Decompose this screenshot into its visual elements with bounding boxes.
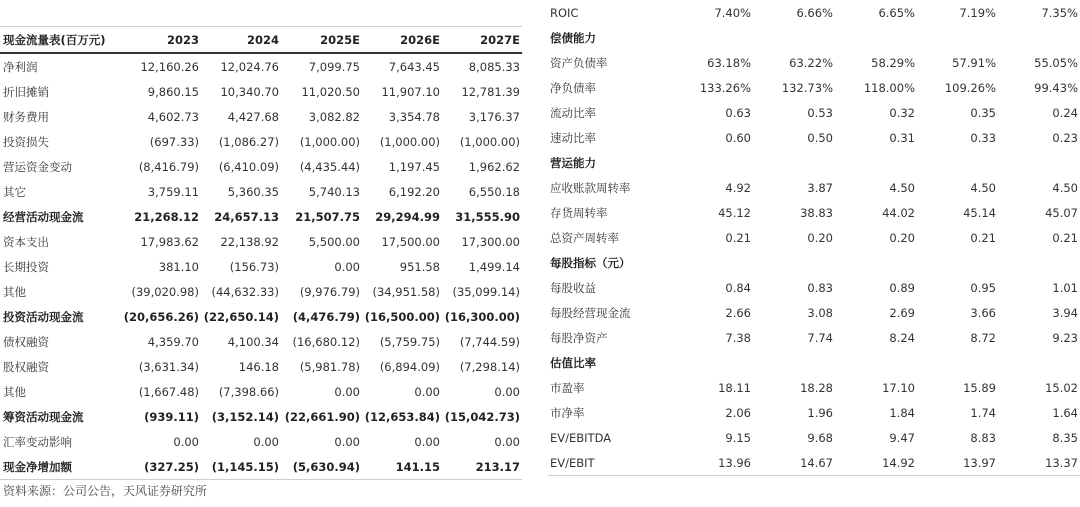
empty-cell <box>917 150 998 175</box>
value-cell: 109.26% <box>944 80 996 95</box>
value-cell: 14.92 <box>835 450 917 476</box>
row-label: 长期投资 <box>3 259 49 274</box>
table-row <box>0 404 522 429</box>
value-cell: 2.66 <box>725 305 751 320</box>
row-label: 每股净资产 <box>550 330 608 345</box>
empty-cell <box>658 150 753 175</box>
value-cell: 21,268.12 <box>134 209 199 224</box>
value-cell: 7,643.45 <box>388 59 440 74</box>
value-cell: 5,740.13 <box>308 184 360 199</box>
value-cell: 7.74 <box>807 330 833 345</box>
value-cell: (35,099.14) <box>452 284 520 299</box>
section-label: 营运能力 <box>550 155 596 170</box>
value-cell: 3.66 <box>970 305 996 320</box>
value-cell: (1,000.00) <box>299 134 360 149</box>
row-label: 投资活动现金流 <box>3 309 84 324</box>
section-header-row <box>548 350 1080 375</box>
empty-cell <box>753 150 835 175</box>
row-label: 净负债率 <box>550 80 596 95</box>
empty-cell <box>998 250 1080 275</box>
value-cell: 3,354.78 <box>388 109 440 124</box>
financial-ratios-table <box>548 0 1080 476</box>
value-cell: 6,192.20 <box>388 184 440 199</box>
value-cell: 141.15 <box>362 454 442 480</box>
value-cell: 6,550.18 <box>468 184 520 199</box>
table-title: 现金流量表(百万元) <box>0 27 116 54</box>
value-cell: 0.35 <box>970 105 996 120</box>
table-row <box>0 329 522 354</box>
value-cell: 0.83 <box>807 280 833 295</box>
value-cell: (327.25) <box>116 454 201 480</box>
value-cell: 0.21 <box>970 230 996 245</box>
value-cell: 11,907.10 <box>381 84 440 99</box>
value-cell: (1,000.00) <box>459 134 520 149</box>
value-cell: 7.35% <box>1041 5 1078 20</box>
value-cell: 133.26% <box>699 80 751 95</box>
value-cell: (6,894.09) <box>379 359 440 374</box>
value-cell: (39,020.98) <box>131 284 199 299</box>
value-cell: 0.20 <box>807 230 833 245</box>
value-cell: 12,024.76 <box>220 59 279 74</box>
value-cell: (44,632.33) <box>211 284 279 299</box>
row-label: 应收账款周转率 <box>550 180 631 195</box>
value-cell: 0.31 <box>889 130 915 145</box>
table-row <box>0 79 522 104</box>
row-label: 经营活动现金流 <box>3 209 84 224</box>
table-row <box>548 450 1080 476</box>
value-cell: (939.11) <box>144 409 199 424</box>
table-row <box>548 375 1080 400</box>
value-cell: (16,300.00) <box>444 309 520 324</box>
value-cell: 45.14 <box>963 205 996 220</box>
value-cell: 7.38 <box>725 330 751 345</box>
value-cell: (22,650.14) <box>203 309 279 324</box>
row-label: 营运资金变动 <box>3 159 72 174</box>
cash-flow-table <box>0 26 522 480</box>
value-cell: 0.60 <box>725 130 751 145</box>
value-cell: 118.00% <box>863 80 915 95</box>
row-label: 债权融资 <box>3 334 49 349</box>
row-label: 资本支出 <box>3 234 49 249</box>
table-row <box>0 304 522 329</box>
value-cell: (16,680.12) <box>292 334 360 349</box>
row-label: 资产负债率 <box>550 55 608 70</box>
value-cell: 1,499.14 <box>468 259 520 274</box>
value-cell: (34,951.58) <box>372 284 440 299</box>
value-cell: 21,507.75 <box>295 209 360 224</box>
value-cell: 0.53 <box>807 105 833 120</box>
table-row <box>0 254 522 279</box>
value-cell: 1,962.62 <box>468 159 520 174</box>
row-label: 股权融资 <box>3 359 49 374</box>
value-cell: (5,759.75) <box>379 334 440 349</box>
value-cell: 57.91% <box>952 55 996 70</box>
value-cell: 0.84 <box>725 280 751 295</box>
value-cell: 1.84 <box>889 405 915 420</box>
empty-cell <box>917 250 998 275</box>
table-row <box>548 300 1080 325</box>
table-row <box>0 104 522 129</box>
value-cell: (16,500.00) <box>364 309 440 324</box>
row-label: 市净率 <box>550 405 585 420</box>
table-row <box>548 0 1080 25</box>
table-row <box>0 379 522 404</box>
value-cell: 12,781.39 <box>461 84 520 99</box>
value-cell: 24,657.13 <box>214 209 279 224</box>
value-cell: 63.22% <box>789 55 833 70</box>
value-cell: 0.21 <box>725 230 751 245</box>
value-cell: 4,427.68 <box>227 109 279 124</box>
value-cell: 22,138.92 <box>220 234 279 249</box>
row-label: ROIC <box>550 5 579 20</box>
value-cell: 7,099.75 <box>308 59 360 74</box>
value-cell: 0.95 <box>970 280 996 295</box>
value-cell: 12,160.26 <box>140 59 199 74</box>
value-cell: 8.35 <box>1052 430 1078 445</box>
row-label: 速动比率 <box>550 130 596 145</box>
value-cell: 31,555.90 <box>455 209 520 224</box>
value-cell: (1,000.00) <box>379 134 440 149</box>
table-row <box>0 154 522 179</box>
table-row <box>0 179 522 204</box>
value-cell: 4.50 <box>889 180 915 195</box>
value-cell: 0.24 <box>1052 105 1078 120</box>
value-cell: 7.19% <box>959 5 996 20</box>
value-cell: 13.96 <box>658 450 753 476</box>
value-cell: 951.58 <box>399 259 440 274</box>
value-cell: 4,602.73 <box>147 109 199 124</box>
value-cell: 0.00 <box>253 434 279 449</box>
value-cell: 58.29% <box>871 55 915 70</box>
value-cell: 0.32 <box>889 105 915 120</box>
value-cell: (8,416.79) <box>138 159 199 174</box>
table-row <box>548 100 1080 125</box>
value-cell: 3.08 <box>807 305 833 320</box>
value-cell: 4,359.70 <box>147 334 199 349</box>
value-cell: (20,656.26) <box>123 309 199 324</box>
table-row <box>548 275 1080 300</box>
row-label: 其他 <box>3 384 26 399</box>
value-cell: (3,631.34) <box>138 359 199 374</box>
table-row <box>548 75 1080 100</box>
table-row <box>548 200 1080 225</box>
table-row <box>0 204 522 229</box>
row-label: 存货周转率 <box>550 205 608 220</box>
value-cell: (3,152.14) <box>211 409 279 424</box>
value-cell: 99.43% <box>1034 80 1078 95</box>
section-header-row <box>548 150 1080 175</box>
table-row <box>548 125 1080 150</box>
value-cell: 9.68 <box>807 430 833 445</box>
value-cell: 4.92 <box>725 180 751 195</box>
table-row <box>548 325 1080 350</box>
value-cell: 2.69 <box>889 305 915 320</box>
value-cell: 14.67 <box>753 450 835 476</box>
value-cell: 4,100.34 <box>227 334 279 349</box>
value-cell: 381.10 <box>158 259 199 274</box>
value-cell: 7.40% <box>714 5 751 20</box>
row-label: 每股收益 <box>550 280 596 295</box>
empty-cell <box>835 150 917 175</box>
value-cell: 13.97 <box>917 450 998 476</box>
value-cell: 8.83 <box>970 430 996 445</box>
value-cell: 8.24 <box>889 330 915 345</box>
table-row <box>0 279 522 304</box>
value-cell: 3,759.11 <box>147 184 199 199</box>
value-cell: 6.66% <box>796 5 833 20</box>
value-cell: (7,298.14) <box>459 359 520 374</box>
source-note: 资料来源：公司公告，天风证券研究所 <box>3 484 208 498</box>
value-cell: 8.72 <box>970 330 996 345</box>
empty-cell <box>835 350 917 375</box>
row-label: 每股经营现金流 <box>550 305 631 320</box>
empty-cell <box>917 25 998 50</box>
value-cell: 9.23 <box>1052 330 1078 345</box>
value-cell: (4,435.44) <box>299 159 360 174</box>
table-row <box>548 50 1080 75</box>
value-cell: (156.73) <box>229 259 279 274</box>
value-cell: 0.50 <box>807 130 833 145</box>
row-label: 总资产周转率 <box>550 230 619 245</box>
value-cell: (4,476.79) <box>292 309 360 324</box>
value-cell: 17.10 <box>882 380 915 395</box>
value-cell: 4.50 <box>1052 180 1078 195</box>
value-cell: (5,981.78) <box>299 359 360 374</box>
value-cell: 9.47 <box>889 430 915 445</box>
value-cell: 146.18 <box>238 359 279 374</box>
value-cell: (7,398.66) <box>218 384 279 399</box>
row-label: 汇率变动影响 <box>3 434 72 449</box>
value-cell: 18.28 <box>800 380 833 395</box>
empty-cell <box>917 350 998 375</box>
value-cell: (9,976.79) <box>299 284 360 299</box>
value-cell: 17,983.62 <box>140 234 199 249</box>
value-cell: 0.20 <box>889 230 915 245</box>
value-cell: (15,042.73) <box>444 409 520 424</box>
empty-cell <box>835 250 917 275</box>
value-cell: 3,176.37 <box>468 109 520 124</box>
row-label: 市盈率 <box>550 380 585 395</box>
empty-cell <box>998 25 1080 50</box>
value-cell: 29,294.99 <box>375 209 440 224</box>
value-cell: 0.21 <box>1052 230 1078 245</box>
value-cell: (697.33) <box>149 134 199 149</box>
row-label: 折旧摊销 <box>3 84 49 99</box>
row-label: 现金净增加额 <box>0 454 116 480</box>
row-label: 流动比率 <box>550 105 596 120</box>
value-cell: 0.00 <box>173 434 199 449</box>
row-label: 筹资活动现金流 <box>3 409 84 424</box>
value-cell: 0.23 <box>1052 130 1078 145</box>
value-cell: 2.06 <box>725 405 751 420</box>
value-cell: (22,661.90) <box>284 409 360 424</box>
year-header: 2025E <box>281 27 362 54</box>
section-label: 估值比率 <box>550 355 596 370</box>
value-cell: (6,410.09) <box>218 159 279 174</box>
table-row <box>0 429 522 454</box>
value-cell: 11,020.50 <box>301 84 360 99</box>
value-cell: 5,500.00 <box>308 234 360 249</box>
value-cell: 0.00 <box>494 384 520 399</box>
year-header: 2023 <box>116 27 201 54</box>
empty-cell <box>998 150 1080 175</box>
section-header-row <box>548 250 1080 275</box>
value-cell: 0.63 <box>725 105 751 120</box>
value-cell: 18.11 <box>718 380 751 395</box>
value-cell: 17,500.00 <box>381 234 440 249</box>
value-cell: (1,086.27) <box>218 134 279 149</box>
value-cell: 0.00 <box>334 434 360 449</box>
value-cell: 1.96 <box>807 405 833 420</box>
empty-cell <box>658 350 753 375</box>
value-cell: 5,360.35 <box>227 184 279 199</box>
value-cell: 3.94 <box>1052 305 1078 320</box>
row-label: 投资损失 <box>3 134 49 149</box>
table-row <box>0 229 522 254</box>
row-label: 其它 <box>3 184 26 199</box>
value-cell: 8,085.33 <box>468 59 520 74</box>
value-cell: 0.89 <box>889 280 915 295</box>
value-cell: 1.64 <box>1052 405 1078 420</box>
value-cell: 44.02 <box>882 205 915 220</box>
empty-cell <box>753 250 835 275</box>
row-label: 净利润 <box>3 59 38 74</box>
value-cell: (12,653.84) <box>364 409 440 424</box>
value-cell: (5,630.94) <box>281 454 362 480</box>
section-label: 每股指标（元） <box>550 255 631 270</box>
row-label: EV/EBIT <box>548 450 658 476</box>
year-header: 2024 <box>201 27 281 54</box>
value-cell: 55.05% <box>1034 55 1078 70</box>
value-cell: 0.00 <box>334 384 360 399</box>
row-label: EV/EBITDA <box>550 430 612 445</box>
header-row <box>0 27 522 54</box>
row-label: 财务费用 <box>3 109 49 124</box>
value-cell: (7,744.59) <box>459 334 520 349</box>
empty-cell <box>753 25 835 50</box>
table-row <box>548 400 1080 425</box>
value-cell: 9,860.15 <box>147 84 199 99</box>
row-label: 其他 <box>3 284 26 299</box>
table-row <box>0 454 522 480</box>
value-cell: (1,667.48) <box>138 384 199 399</box>
value-cell: 6.65% <box>878 5 915 20</box>
table-row <box>548 425 1080 450</box>
empty-cell <box>658 25 753 50</box>
value-cell: 3.87 <box>807 180 833 195</box>
value-cell: 15.02 <box>1045 380 1078 395</box>
empty-cell <box>658 250 753 275</box>
empty-cell <box>998 350 1080 375</box>
value-cell: 0.00 <box>414 434 440 449</box>
year-header: 2027E <box>442 27 522 54</box>
value-cell: 0.00 <box>494 434 520 449</box>
table-row <box>548 225 1080 250</box>
value-cell: 1.01 <box>1052 280 1078 295</box>
value-cell: 45.07 <box>1045 205 1078 220</box>
empty-cell <box>753 350 835 375</box>
table-row <box>548 175 1080 200</box>
value-cell: 0.00 <box>334 259 360 274</box>
value-cell: 1,197.45 <box>388 159 440 174</box>
section-label: 偿债能力 <box>550 30 596 45</box>
value-cell: 17,300.00 <box>461 234 520 249</box>
value-cell: 38.83 <box>800 205 833 220</box>
value-cell: (1,145.15) <box>201 454 281 480</box>
empty-cell <box>835 25 917 50</box>
value-cell: 63.18% <box>707 55 751 70</box>
value-cell: 0.00 <box>414 384 440 399</box>
table-row <box>0 53 522 79</box>
table-row <box>0 129 522 154</box>
value-cell: 9.15 <box>725 430 751 445</box>
value-cell: 4.50 <box>970 180 996 195</box>
value-cell: 213.17 <box>442 454 522 480</box>
value-cell: 15.89 <box>963 380 996 395</box>
value-cell: 0.33 <box>970 130 996 145</box>
value-cell: 3,082.82 <box>308 109 360 124</box>
value-cell: 13.37 <box>998 450 1080 476</box>
value-cell: 1.74 <box>970 405 996 420</box>
section-header-row <box>548 25 1080 50</box>
year-header: 2026E <box>362 27 442 54</box>
value-cell: 132.73% <box>781 80 833 95</box>
table-row <box>0 354 522 379</box>
value-cell: 45.12 <box>718 205 751 220</box>
value-cell: 10,340.70 <box>220 84 279 99</box>
